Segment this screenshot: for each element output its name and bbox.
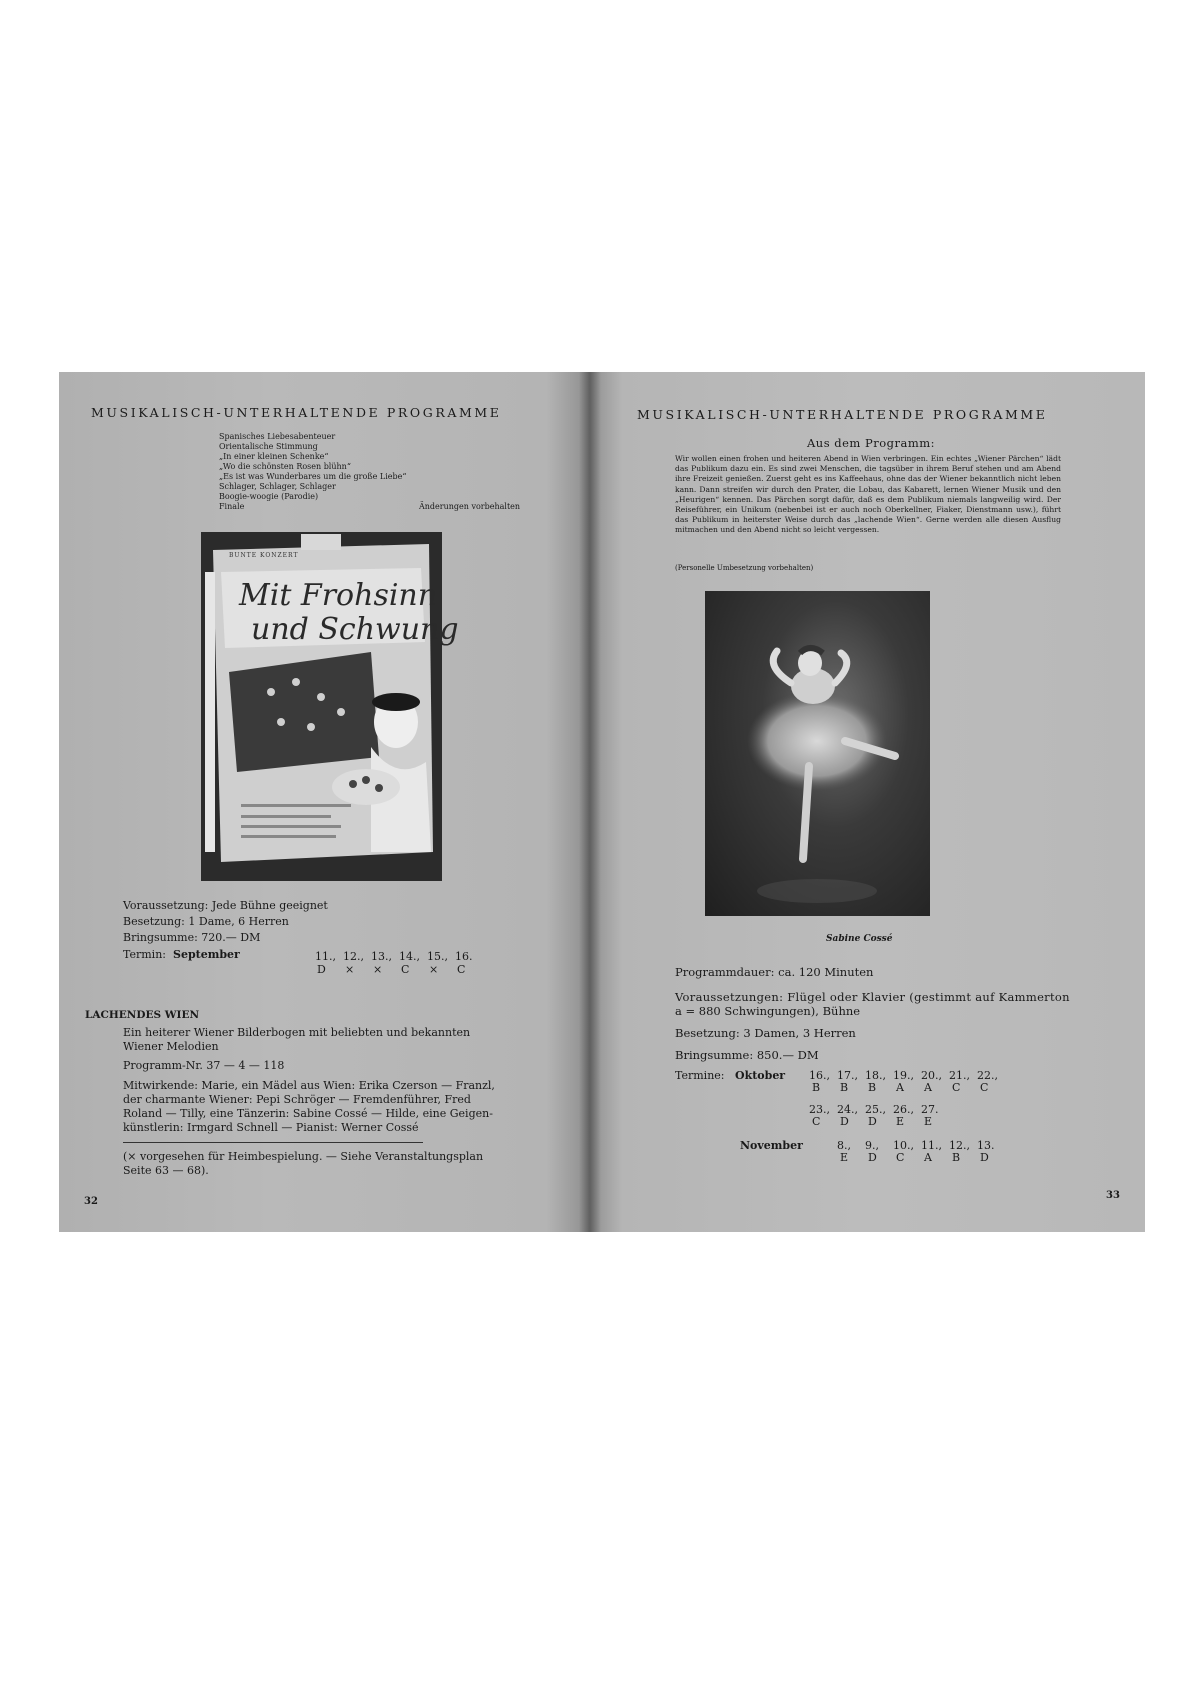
poster-title-line2: und Schwung bbox=[251, 612, 459, 647]
date-code: D bbox=[980, 1151, 989, 1164]
photo-caption: Sabine Cossé bbox=[826, 934, 893, 944]
date-item: 24., bbox=[837, 1103, 858, 1116]
date-item: 17., bbox=[837, 1069, 858, 1082]
song-item: „Wo die schönsten Rosen blühn“ bbox=[219, 462, 351, 471]
date-code: C bbox=[980, 1081, 989, 1094]
date-code: C bbox=[952, 1081, 961, 1094]
date-code: C bbox=[896, 1151, 905, 1164]
song-item: Finale bbox=[219, 502, 245, 511]
footnote-divider bbox=[123, 1142, 423, 1143]
date-item: 19., bbox=[893, 1069, 914, 1082]
mitwirkende-line: künstlerin: Irmgard Schnell — Pianist: Werner Cossé bbox=[123, 1121, 419, 1134]
song-item: „Es ist was Wunderbares um die große Liebe“ bbox=[219, 472, 407, 481]
termin-row bbox=[123, 948, 473, 978]
termine-label: Termine: bbox=[675, 1069, 725, 1082]
date-code: D bbox=[317, 963, 326, 976]
footnote-line: Seite 63 — 68). bbox=[123, 1164, 209, 1177]
date-item: 16. bbox=[455, 950, 473, 963]
bringsumme: Bringsumme: 850.— DM bbox=[675, 1048, 819, 1062]
date-item: 15., bbox=[427, 950, 448, 963]
termin-label: Termin: bbox=[123, 948, 166, 961]
date-item: 12., bbox=[949, 1139, 970, 1152]
mitwirkende bbox=[123, 1079, 495, 1135]
page-number: 32 bbox=[84, 1196, 98, 1207]
date-code: C bbox=[812, 1115, 821, 1128]
poster-top-text: BUNTE KONZERT bbox=[229, 552, 299, 559]
november-label: November bbox=[740, 1139, 803, 1152]
dancer-photo bbox=[705, 591, 930, 916]
song-item: „In einer kleinen Schenke“ bbox=[219, 452, 329, 461]
book-spread bbox=[59, 372, 1145, 1232]
section-description bbox=[123, 1026, 470, 1054]
page-header: MUSIKALISCH-UNTERHALTENDE PROGRAMME bbox=[637, 407, 1048, 422]
date-item: 13. bbox=[977, 1139, 995, 1152]
date-item: 16., bbox=[809, 1069, 830, 1082]
termin-month: September bbox=[173, 948, 240, 961]
date-item: 8., bbox=[837, 1139, 851, 1152]
date-item: 23., bbox=[809, 1103, 830, 1116]
date-item: 11., bbox=[315, 950, 336, 963]
page-number: 33 bbox=[1106, 1190, 1120, 1201]
date-item: 27. bbox=[921, 1103, 939, 1116]
description-line: Wiener Melodien bbox=[123, 1040, 219, 1053]
oktober-label: Oktober bbox=[735, 1069, 786, 1082]
date-code: E bbox=[840, 1151, 849, 1164]
date-code: E bbox=[896, 1115, 905, 1128]
date-code: × bbox=[429, 963, 439, 976]
date-item: 14., bbox=[399, 950, 420, 963]
footnote-line: (× vorgesehen für Heimbespielung. — Siehe Veranstaltungsplan bbox=[123, 1150, 484, 1163]
programm-nr: Programm-Nr. 37 — 4 — 118 bbox=[123, 1059, 285, 1072]
date-code: B bbox=[868, 1081, 877, 1094]
date-item: 13., bbox=[371, 950, 392, 963]
date-item: 25., bbox=[865, 1103, 886, 1116]
date-code: B bbox=[812, 1081, 821, 1094]
date-code: E bbox=[924, 1115, 933, 1128]
date-item: 11., bbox=[921, 1139, 942, 1152]
date-code: D bbox=[868, 1151, 877, 1164]
date-item: 26., bbox=[893, 1103, 914, 1116]
umbesetzung-note: (Personelle Umbesetzung vorbehalten) bbox=[675, 564, 814, 572]
program-subheading: Aus dem Programm: bbox=[807, 436, 936, 450]
date-code: A bbox=[896, 1081, 904, 1094]
section-title: LACHENDES WIEN bbox=[85, 1009, 200, 1021]
besetzung: Besetzung: 3 Damen, 3 Herren bbox=[675, 1026, 856, 1040]
left-page bbox=[59, 372, 589, 1232]
date-item: 12., bbox=[343, 950, 364, 963]
song-item: Schlager, Schlager, Schlager bbox=[219, 482, 336, 491]
song-list bbox=[219, 432, 406, 512]
song-item: Orientalische Stimmung bbox=[219, 442, 318, 451]
mitwirkende-line: Mitwirkende: Marie, ein Mädel aus Wien: Erika Czerson — Franzl, bbox=[123, 1079, 495, 1092]
voraussetzungen-line: Voraussetzungen: Flügel oder Klavier (gestimmt auf Kammerton bbox=[675, 990, 1070, 1004]
mitwirkende-line: der charmante Wiener: Pepi Schröger — Fremdenführer, Fred bbox=[123, 1093, 471, 1106]
date-code: D bbox=[840, 1115, 849, 1128]
voraussetzungen bbox=[675, 990, 1070, 1018]
program-description: Wir wollen einen frohen und heiteren Abend in Wien verbringen. Ein echtes „Wiener Pärchen“ lädt das Publikum dazu ein. Es sind zwei Menschen, die tagsüber in ihrem Beruf stehen und am Abend ihre Freizeit genießen. Zuerst geht es ins Kaffeehaus, ohne das der Wiener bekanntlich nicht leben kann. Dann streifen wir durch den Prater, die Lobau, das Kabarett, lernen Wiener Musik und den „Heurigen“ kennen. Das Pärchen sorgt dafür, daß es dem Publikum niemals langweilig wird. Der Reiseführer, ein Unikum (nebenbei ist er auch noch Oberkellner, Fiaker, Dienstmann usw.), führt das Publikum in heiterster Weise durch das „lachende Wien“. Gerne werden alle diesen Ausflug mitmachen und den Abend nicht so leicht vergessen. bbox=[675, 454, 1061, 535]
date-code: A bbox=[924, 1151, 932, 1164]
date-code: B bbox=[952, 1151, 961, 1164]
program-info bbox=[675, 965, 1070, 1062]
footnote bbox=[123, 1150, 483, 1178]
dancer-illustration bbox=[705, 591, 930, 916]
date-code: C bbox=[401, 963, 410, 976]
book-gutter bbox=[579, 372, 601, 1232]
programmdauer: Programmdauer: ca. 120 Minuten bbox=[675, 965, 874, 979]
date-code: A bbox=[924, 1081, 932, 1094]
date-item: 21., bbox=[949, 1069, 970, 1082]
date-code: D bbox=[868, 1115, 877, 1128]
date-item: 10., bbox=[893, 1139, 914, 1152]
date-item: 9., bbox=[865, 1139, 879, 1152]
date-code: C bbox=[457, 963, 466, 976]
date-code: × bbox=[345, 963, 355, 976]
changes-note: Änderungen vorbehalten bbox=[419, 502, 521, 511]
bringsumme: Bringsumme: 720.— DM bbox=[123, 931, 261, 944]
date-item: 18., bbox=[865, 1069, 886, 1082]
program-details bbox=[123, 899, 328, 945]
termine-block bbox=[675, 1069, 1035, 1169]
page-header: MUSIKALISCH-UNTERHALTENDE PROGRAMME bbox=[91, 405, 502, 420]
poster-title-line1: Mit Frohsinn bbox=[239, 578, 438, 613]
song-item: Spanisches Liebesabenteuer bbox=[219, 432, 336, 441]
date-item: 20., bbox=[921, 1069, 942, 1082]
date-code: B bbox=[840, 1081, 849, 1094]
concert-poster-image bbox=[201, 532, 459, 881]
besetzung: Besetzung: 1 Dame, 6 Herren bbox=[123, 915, 289, 928]
date-item: 22., bbox=[977, 1069, 998, 1082]
description-line: Ein heiterer Wiener Bilderbogen mit beliebten und bekannten bbox=[123, 1026, 471, 1039]
song-item: Boogie-woogie (Parodie) bbox=[219, 492, 319, 501]
voraussetzung: Voraussetzung: Jede Bühne geeignet bbox=[123, 899, 328, 912]
mitwirkende-line: Roland — Tilly, eine Tänzerin: Sabine Cossé — Hilde, eine Geigen- bbox=[123, 1107, 493, 1120]
voraussetzungen-line: a = 880 Schwingungen), Bühne bbox=[675, 1004, 861, 1018]
date-code: × bbox=[373, 963, 383, 976]
